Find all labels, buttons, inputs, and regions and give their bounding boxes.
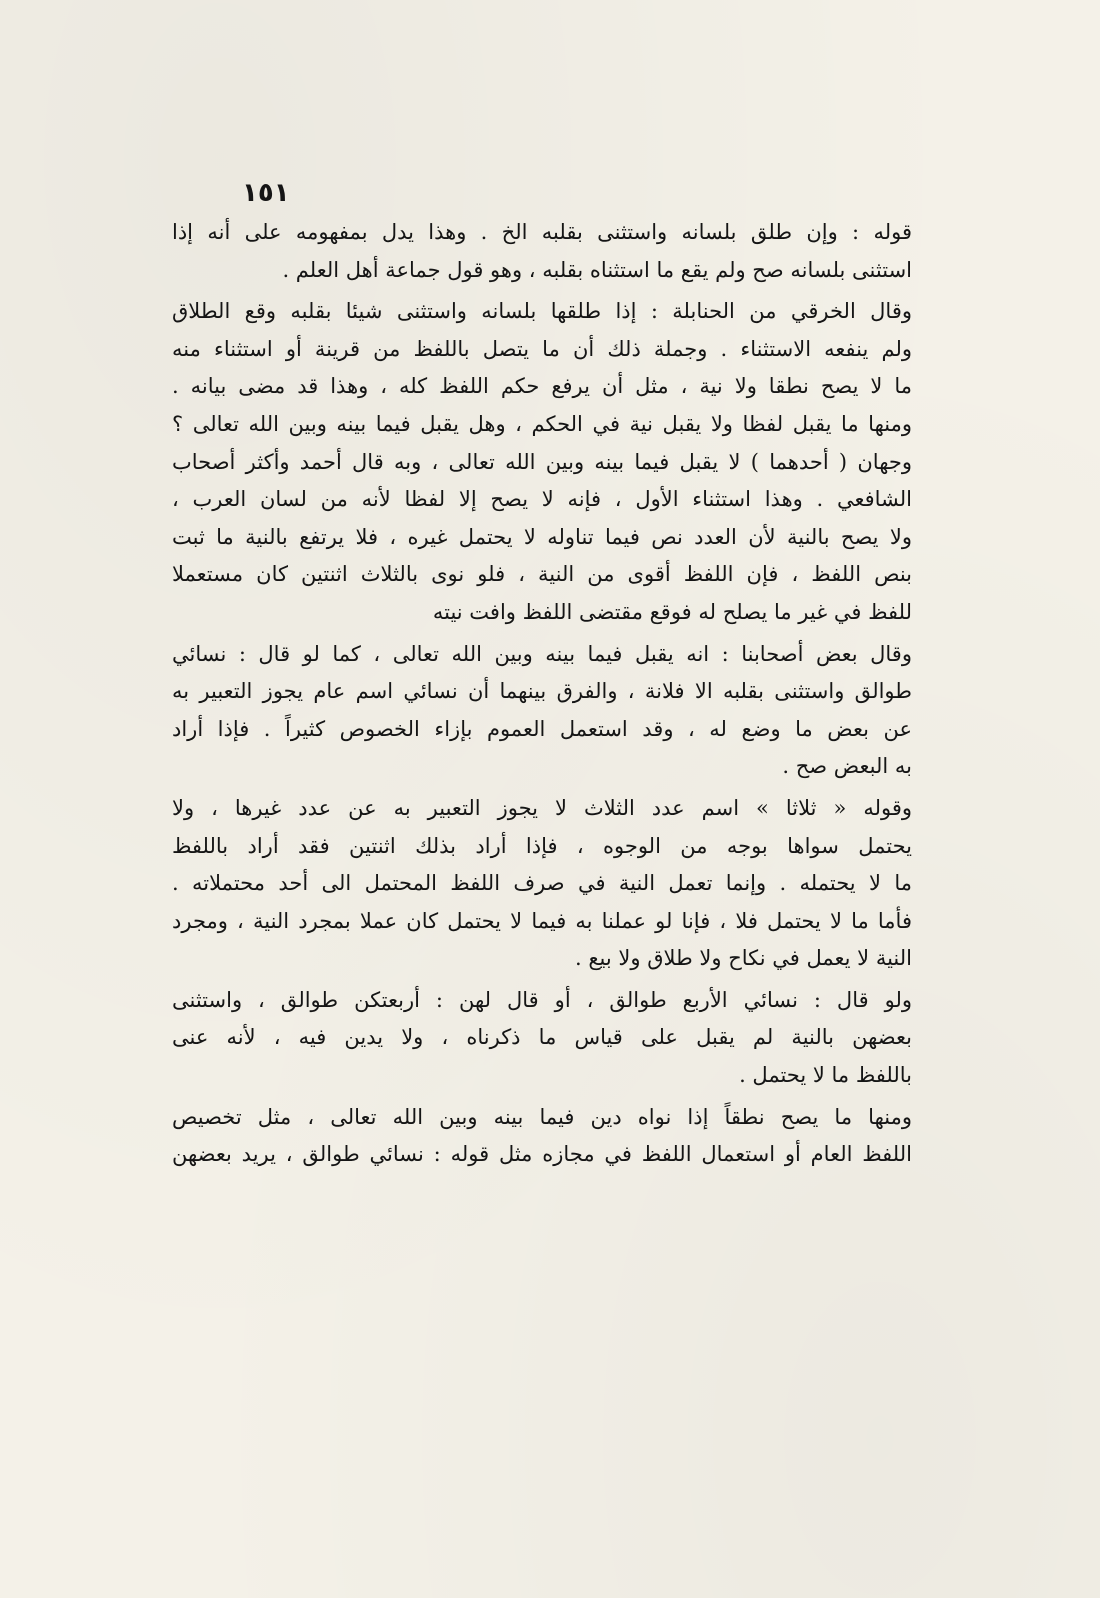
text-line: يحتمل سواها بوجه من الوجوه ، فإذا أراد بذلك اثنتين فقد أراد باللفظ: [172, 833, 912, 858]
text-line: ومنها ما يصح نطقاً إذا نواه دين فيما بينه وبين الله تعالى ، مثل تخصيص: [172, 1104, 912, 1129]
text-line: ولو قال : نسائي الأربع طوالق ، أو قال لهن : أربعتكن طوالق ، واستثنى: [172, 987, 912, 1012]
text-line: طوالق واستثنى بقلبه الا فلانة ، والفرق بينهما أن نسائي اسم عام يجوز التعبير به: [172, 679, 912, 704]
text-line: ولا يصح بالنية لأن العدد نص فيما تناوله لا يحتمل غيره ، فلا يرتفع بالنية ما ثبت: [172, 524, 912, 549]
paragraph-3: [172, 636, 912, 786]
text-line: الشافعي . وهذا استثناء الأول ، فإنه لا يصح إلا لفظا لأنه من لسان العرب ،: [172, 487, 912, 512]
text-line: ما لا يصح نطقا ولا نية ، مثل أن يرفع حكم اللفظ كله ، وهذا قد مضى بيانه .: [172, 374, 912, 399]
paragraph-4: [172, 790, 912, 978]
paragraph-1: [172, 214, 912, 289]
text-line: وقوله « ثلاثا » اسم عدد الثلاث لا يجوز التعبير به عن عدد غيرها ، ولا: [172, 795, 912, 820]
text-line: فأما ما لا يحتمل فلا ، فإنا لو عملنا به فيما لا يحتمل كان عملا بمجرد النية ، ومجرد: [172, 908, 912, 933]
page-number: ١٥١: [242, 178, 290, 208]
text-line: وقال بعض أصحابنا : انه يقبل فيما بينه وبين الله تعالى ، كما لو قال : نسائي: [172, 641, 912, 666]
text-line: ومنها ما يقبل لفظا ولا يقبل نية في الحكم ، وهل يقبل فيما بينه وبين الله تعالى ؟: [172, 411, 912, 436]
body-text: [172, 214, 912, 1178]
paragraph-6: [172, 1099, 912, 1174]
paragraph-5: [172, 982, 912, 1095]
text-line: قوله : وإن طلق بلسانه واستثنى بقلبه الخ . وهذا يدل بمفهومه على أنه إذا: [172, 220, 912, 244]
text-line: وجهان ( أحدهما ) لا يقبل فيما بينه وبين الله تعالى ، وبه قال أحمد وأكثر أصحاب: [172, 449, 912, 474]
text-line: للفظ في غير ما يصلح له فوقع مقتضى اللفظ وافت نيته: [432, 599, 912, 624]
text-line: عن بعض ما وضع له ، وقد استعمل العموم بإزاء الخصوص كثيراً . فإذا أراد: [172, 716, 912, 741]
text-line: وقال الخرقي من الحنابلة : إذا طلقها بلسانه واستثنى شيئا بقلبه وقع الطلاق: [172, 299, 912, 324]
text-line: به البعض صح .: [782, 754, 912, 779]
text-line: بعضهن بالنية لم يقبل على قياس ما ذكرناه ، ولا يدين فيه ، لأنه عنى: [172, 1025, 912, 1050]
text-line: ما لا يحتمله . وإنما تعمل النية في صرف اللفظ المحتمل الى أحد محتملاته .: [172, 871, 912, 896]
paragraph-2: [172, 293, 912, 631]
text-line: استثنى بلسانه صح ولم يقع ما استثناه بقلبه ، وهو قول جماعة أهل العلم .: [282, 257, 912, 282]
text-line: بنص اللفظ ، فإن اللفظ أقوى من النية ، فلو نوى بالثلاث اثنتين كان مستعملا: [172, 562, 912, 587]
text-line: النية لا يعمل في نكاح ولا طلاق ولا بيع .: [575, 946, 912, 971]
text-line: اللفظ العام أو استعمال اللفظ في مجازه مثل قوله : نسائي طوالق ، يريد بعضهن: [172, 1142, 912, 1167]
text-line: ولم ينفعه الاستثناء . وجملة ذلك أن ما يتصل باللفظ من قرينة أو استثناء منه: [172, 336, 912, 361]
text-line: باللفظ ما لا يحتمل .: [739, 1063, 912, 1088]
